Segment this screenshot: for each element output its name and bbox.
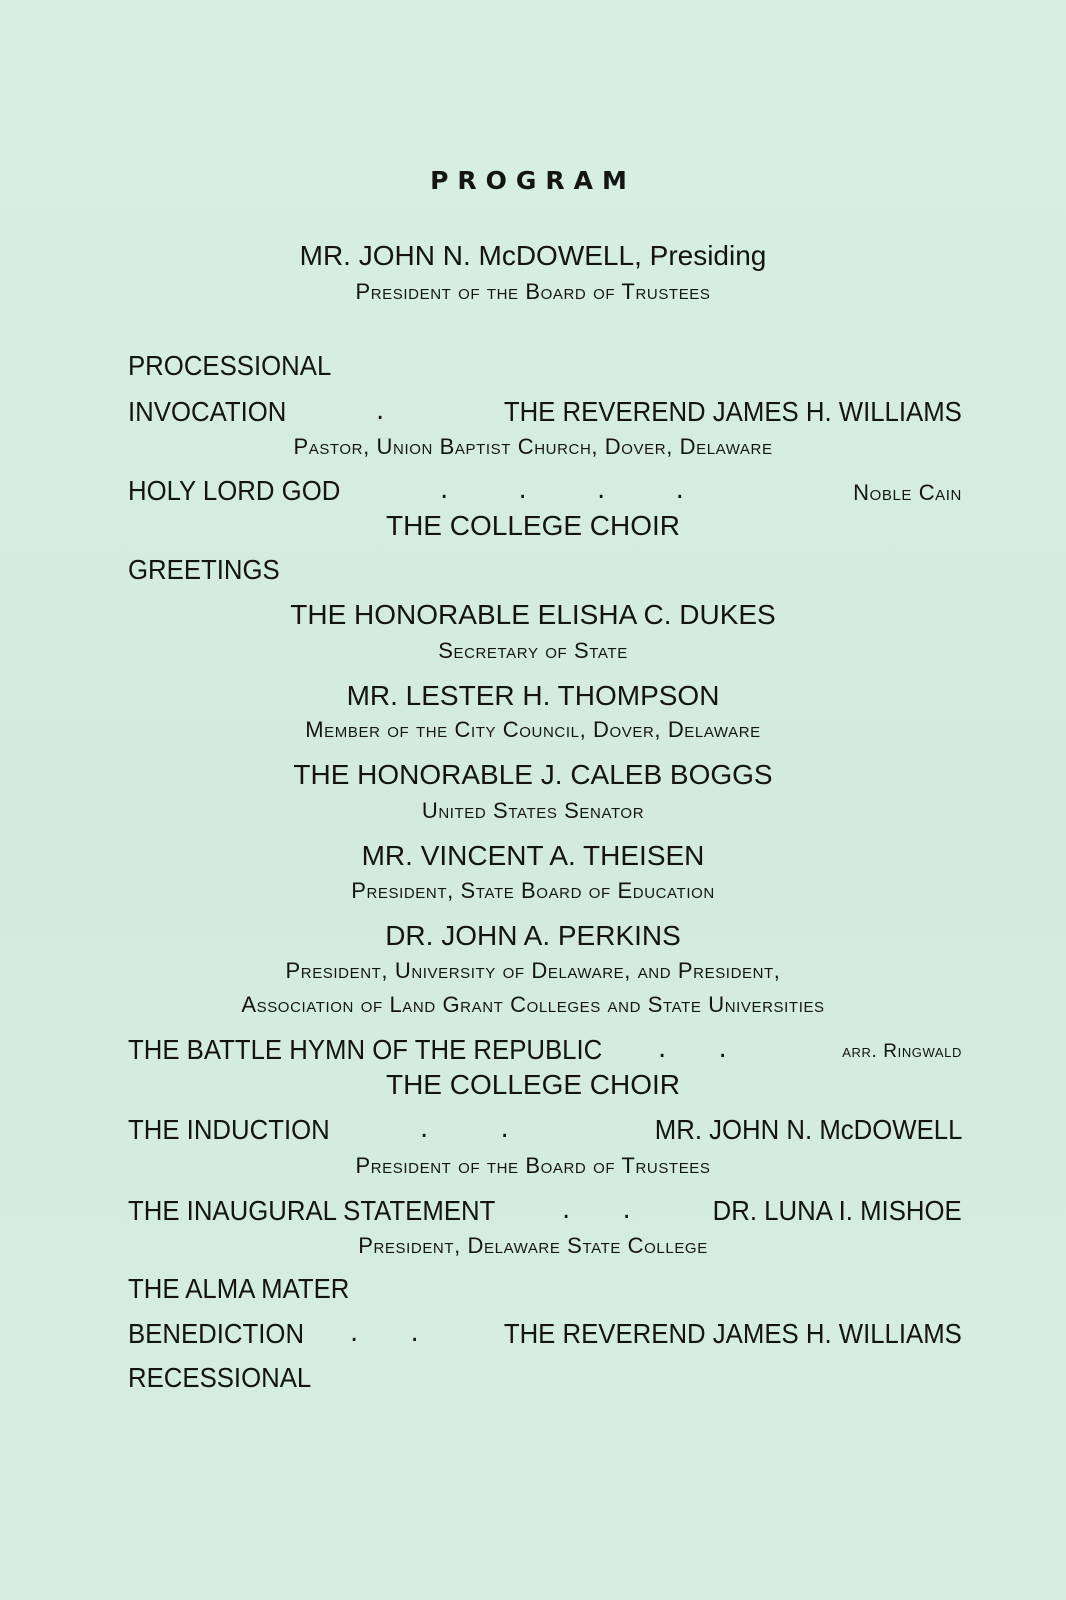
holy-lord-god-composer: Noble Cain: [853, 480, 962, 505]
item-benediction: BENEDICTION: [128, 1318, 305, 1349]
inaugural-performer: DR. LUNA I. MISHOE: [712, 1195, 962, 1226]
item-inaugural-statement: THE INAUGURAL STATEMENT: [128, 1195, 496, 1226]
greeting-title: Secretary of State: [438, 638, 628, 663]
presiding-line: MR. JOHN N. McDOWELL, Presiding: [299, 240, 767, 271]
induction-note: President of the Board of Trustees: [355, 1153, 711, 1178]
battle-hymn-note: THE COLLEGE CHOIR: [385, 1069, 681, 1100]
item-processional: PROCESSIONAL: [128, 350, 332, 381]
greeting-title: President, University of Delaware, and President,: [285, 958, 781, 983]
leader-dots: .: [376, 396, 385, 426]
greeting-title-continued: Association of Land Grant Colleges and State Universities: [241, 992, 825, 1017]
item-alma-mater: THE ALMA MATER: [128, 1273, 350, 1304]
greeting-title: Member of the City Council, Dover, Delaware: [305, 717, 761, 742]
item-holy-lord-god: HOLY LORD GOD: [128, 475, 341, 506]
induction-performer: MR. JOHN N. McDOWELL: [654, 1114, 962, 1145]
inaugural-note: President, Delaware State College: [358, 1233, 708, 1258]
item-invocation: INVOCATION: [128, 396, 287, 427]
item-battle-hymn: THE BATTLE HYMN OF THE REPUBLIC: [128, 1034, 603, 1065]
leader-dots: . .: [562, 1195, 631, 1225]
leader-dots: . . . .: [440, 475, 684, 505]
battle-hymn-arranger: arr. Ringwald: [842, 1041, 962, 1062]
greeting-name: THE HONORABLE J. CALEB BOGGS: [293, 759, 773, 790]
presiding-subtitle: President of the Board of Trustees: [355, 279, 711, 304]
greeting-title: President, State Board of Education: [351, 878, 715, 903]
holy-lord-god-note: THE COLLEGE CHOIR: [385, 510, 681, 541]
greeting-name: THE HONORABLE ELISHA C. DUKES: [290, 599, 776, 630]
leader-dots: . .: [350, 1318, 419, 1348]
item-induction: THE INDUCTION: [128, 1114, 330, 1145]
benediction-performer: THE REVEREND JAMES H. WILLIAMS: [503, 1318, 962, 1349]
greeting-name: DR. JOHN A. PERKINS: [385, 920, 681, 951]
program-title: PROGRAM: [430, 166, 636, 195]
invocation-performer: THE REVEREND JAMES H. WILLIAMS: [503, 396, 962, 427]
leader-dots: . .: [420, 1114, 509, 1144]
item-greetings: GREETINGS: [128, 554, 280, 585]
greeting-name: MR. LESTER H. THOMPSON: [346, 680, 720, 711]
invocation-note: Pastor, Union Baptist Church, Dover, Delaware: [293, 434, 773, 459]
leader-dots: . .: [658, 1034, 727, 1064]
greeting-name: MR. VINCENT A. THEISEN: [361, 840, 705, 871]
item-recessional: RECESSIONAL: [128, 1362, 312, 1393]
greeting-title: United States Senator: [421, 798, 645, 823]
